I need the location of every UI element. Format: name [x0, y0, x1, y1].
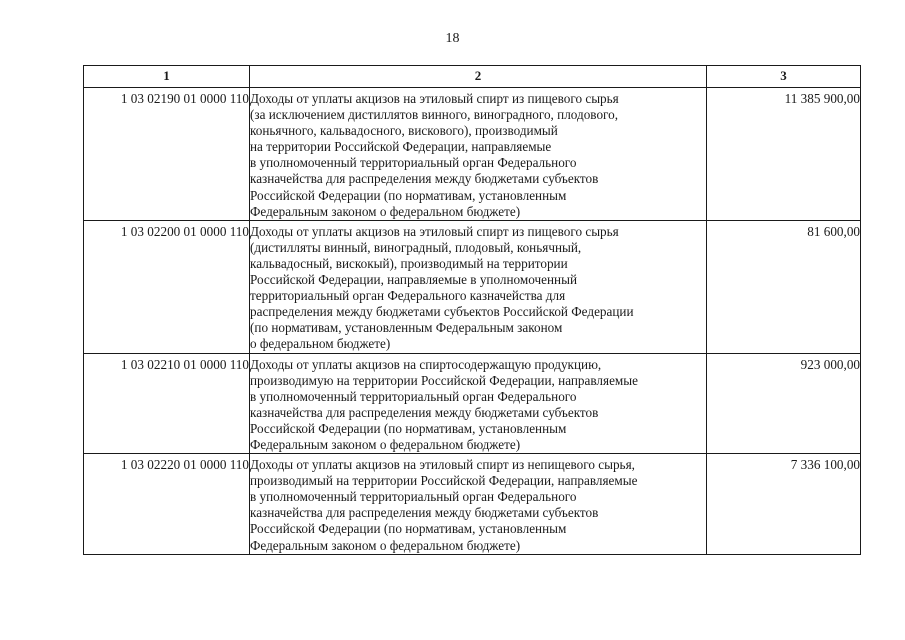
revenue-name-line: производимый на территории Российской Федерации, направляемые [250, 473, 638, 489]
revenue-name-line: (дистилляты винный, виноградный, плодовый, коньячный, [250, 239, 582, 255]
column-header-amount: 3 [707, 66, 861, 88]
revenue-name-line: казначейства для распределения между бюджетами субъектов [250, 404, 599, 420]
revenue-name-line: Доходы от уплаты акцизов на этиловый спирт из пищевого сырья [250, 91, 619, 106]
table-row [84, 454, 861, 555]
column-header-code: 1 [84, 66, 250, 88]
revenue-name-line: Российской Федерации (по нормативам, установленным [250, 187, 567, 203]
revenue-name-line: (по нормативам, установленным Федеральным законом [250, 320, 563, 336]
revenue-name-cell [250, 88, 707, 221]
revenue-name-line: Федеральным законом о федеральном бюджете) [250, 436, 521, 452]
table-row [84, 353, 861, 454]
revenue-name-line: Федеральным законом о федеральном бюджете) [250, 537, 521, 553]
budget-code-cell: 1 03 02200 01 0000 110 [84, 220, 250, 353]
revenue-name-line: Российской Федерации, направляемые в уполномоченный [250, 272, 578, 288]
budget-code-cell: 1 03 02220 01 0000 110 [84, 454, 250, 555]
revenue-name-line: Федеральным законом о федеральном бюджете) [250, 203, 521, 219]
revenue-name-line: Доходы от уплаты акцизов на этиловый спирт из пищевого сырья [250, 223, 619, 239]
revenue-name-line: Российской Федерации (по нормативам, установленным [250, 521, 567, 537]
revenue-name-cell [250, 353, 707, 454]
revenue-name-line: казначейства для распределения между бюджетами субъектов [250, 171, 599, 187]
page-number: 18 [445, 31, 460, 46]
revenue-name-line: Доходы от уплаты акцизов на спиртосодержащую продукцию, [250, 356, 602, 372]
amount-cell: 11 385 900,00 [707, 88, 861, 221]
revenue-name-line: в уполномоченный территориальный орган Федерального [250, 489, 577, 505]
revenue-name-line: Доходы от уплаты акцизов на этиловый спирт из непищевого сырья, [250, 457, 635, 473]
revenue-name-line: (за исключением дистиллятов винного, виноградного, плодового, [250, 107, 619, 123]
table-row [84, 88, 861, 221]
revenue-name-line: коньячного, кальвадосного, вискового), производимый [250, 123, 558, 139]
revenue-table [83, 65, 861, 555]
revenue-name-line: кальвадосный, вискокый), производимый на территории [250, 255, 568, 271]
revenue-name-cell [250, 454, 707, 555]
amount-cell: 7 336 100,00 [707, 454, 861, 555]
amount-cell: 923 000,00 [707, 353, 861, 454]
table-header-row [84, 66, 861, 88]
table-row [84, 220, 861, 353]
revenue-name-line: о федеральном бюджете) [250, 336, 391, 352]
revenue-name-cell [250, 220, 707, 353]
revenue-name-line: в уполномоченный территориальный орган Федерального [250, 155, 577, 171]
budget-code-cell: 1 03 02190 01 0000 110 [84, 88, 250, 221]
column-header-name: 2 [250, 66, 707, 88]
revenue-name-line: территориальный орган Федерального казначейства для [250, 288, 566, 304]
revenue-name-line: производимую на территории Российской Федерации, направляемые [250, 372, 638, 388]
revenue-name-line: на территории Российской Федерации, направляемые [250, 139, 552, 155]
revenue-name-line: Российской Федерации (по нормативам, установленным [250, 420, 567, 436]
revenue-name-line: распределения между бюджетами субъектов Российской Федерации [250, 304, 634, 320]
revenue-name-line: в уполномоченный территориальный орган Федерального [250, 388, 577, 404]
amount-cell: 81 600,00 [707, 220, 861, 353]
budget-code-cell: 1 03 02210 01 0000 110 [84, 353, 250, 454]
revenue-name-line: казначейства для распределения между бюджетами субъектов [250, 505, 599, 521]
